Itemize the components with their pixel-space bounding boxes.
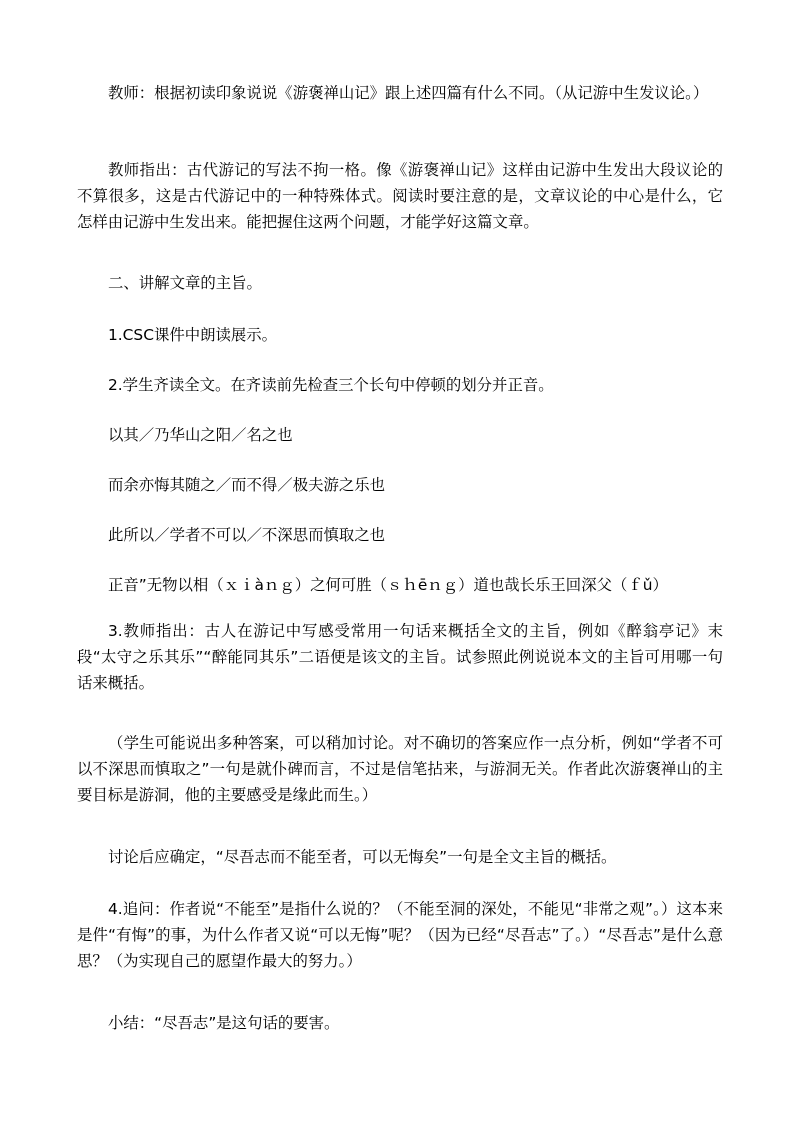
- student-answers-note: （学生可能说出多种答案，可以稍加讨论。对不确切的答案应作一点分析，例如“学者不可以不深思而慎取之”一句是就仆碑而言，不过是信笔拈来，与游洞无关。作者此次游褒禅山的主要目标是游洞，他的主要感受是缘此而生。）: [77, 734, 723, 804]
- pronunciation-note: 正音”无物以相（ｘｉàｎｇ）之何可胜（ｓｈēｎｇ）道也哉长乐王回深父（ｆǔ）: [108, 576, 668, 594]
- list-item-2: 2.学生齐读全文。在齐读前先检查三个长句中停顿的划分并正音。: [108, 376, 554, 394]
- paragraph-teacher-points-out: 教师指出：古代游记的写法不拘一格。像《游褒禅山记》这样由记游中生发出大段议论的不算很多，这是古代游记中的一种特殊体式。阅读时要注意的是，文章议论的中心是什么，它怎样由记游中生发出来。能把握住这两个问题，才能学好这篇文章。: [77, 161, 723, 231]
- sentence-pause-3: 此所以／学者不可以／不深思而慎取之也: [108, 526, 386, 544]
- sentence-pause-2: 而余亦悔其随之／而不得／极夫游之乐也: [108, 476, 386, 494]
- section-heading-theme: 二、讲解文章的主旨。: [108, 274, 262, 292]
- list-item-1: 1.CSC课件中朗读展示。: [108, 326, 278, 344]
- list-item-4: 4.追问：作者说“不能至”是指什么说的？（不能至洞的深处，不能见“非常之观”。）这本来是件“有悔”的事，为什么作者又说“可以无悔”呢？（因为已经“尽吾志”了。）“尽吾志”是什么意思？（为实现自己的愿望作最大的努力。）: [77, 900, 723, 970]
- summary: 小结：“尽吾志”是这句话的要害。: [108, 1014, 340, 1032]
- discussion-conclusion: 讨论后应确定，“尽吾志而不能至者，可以无悔矣”一句是全文主旨的概括。: [108, 848, 617, 866]
- sentence-pause-1: 以其／乃华山之阳／名之也: [108, 426, 293, 444]
- list-item-3: 3.教师指出：古人在游记中写感受常用一句话来概括全文的主旨，例如《醉翁亭记》末段“太守之乐其乐”“醉能同其乐”二语便是该文的主旨。试参照此例说说本文的主旨可用哪一句话来概括。: [77, 622, 723, 692]
- paragraph-teacher-question: 教师：根据初读印象说说《游褒禅山记》跟上述四篇有什么不同。（从记游中生发议论。）: [108, 84, 709, 102]
